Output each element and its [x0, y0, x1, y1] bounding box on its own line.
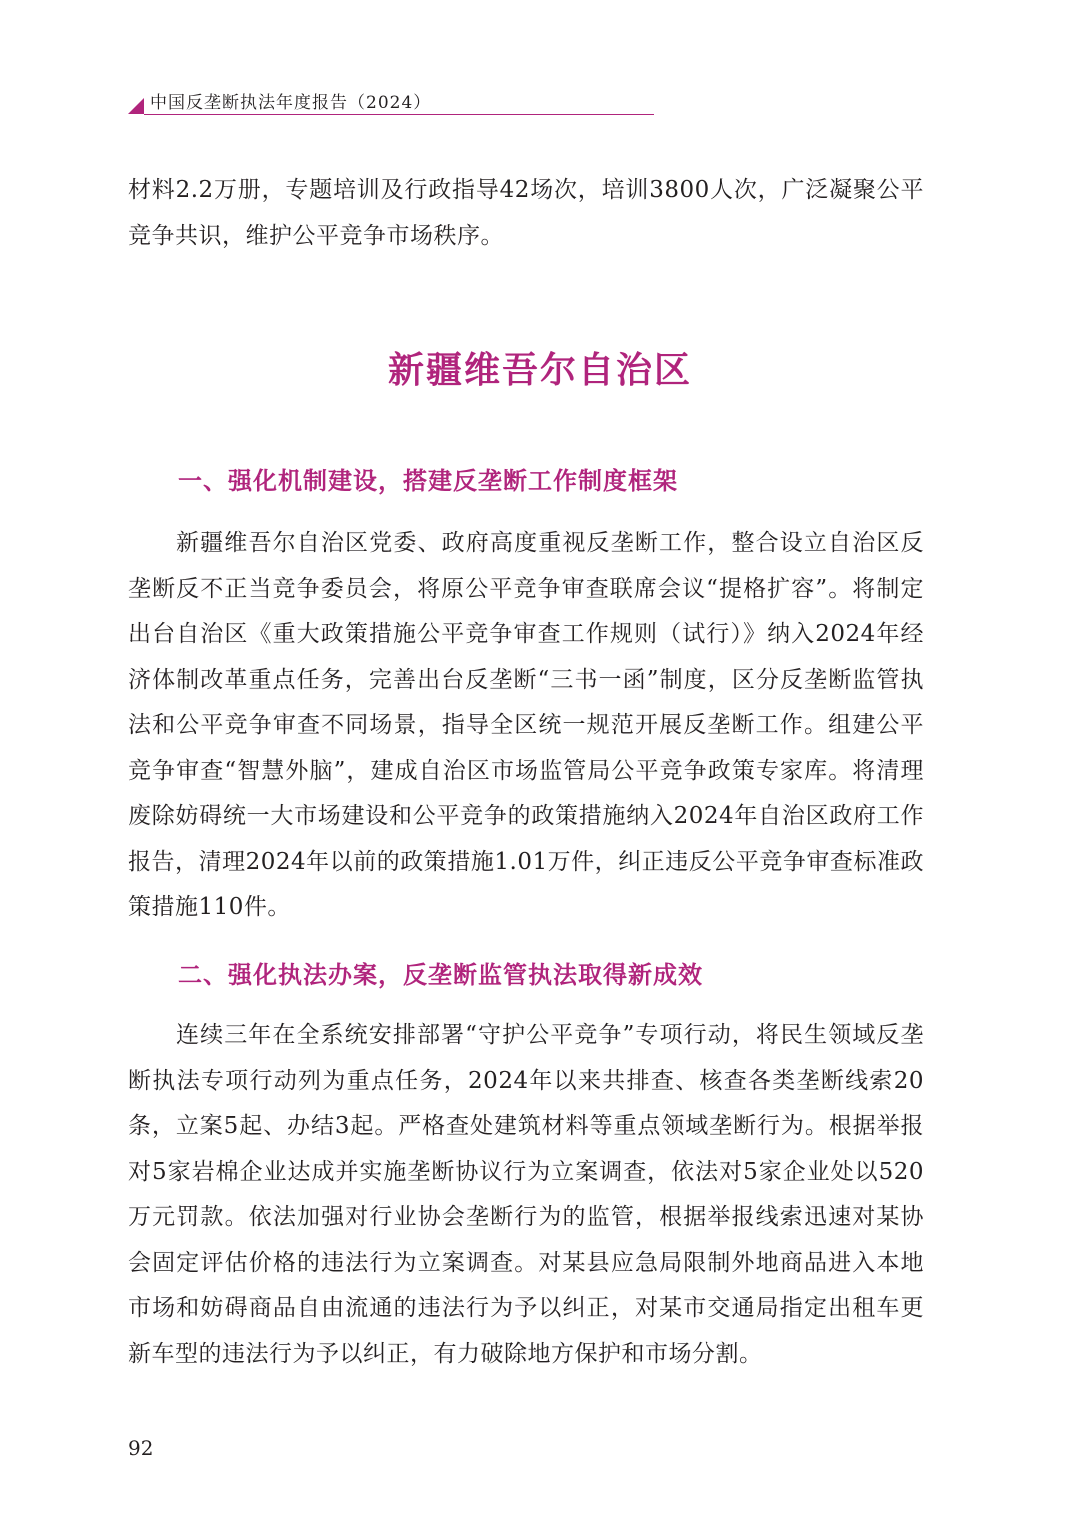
- running-header: [128, 88, 654, 118]
- continuation-paragraph: 材料2.2万册，专题培训及行政指导42场次，培训3800人次，广泛凝聚公平竞争共识，维护公平竞争市场秩序。: [128, 177, 924, 249]
- header-triangle-mark: [128, 98, 144, 114]
- subsection-paragraph-2: 连续三年在全系统安排部署“守护公平竞争”专项行动，将民生领域反垄断执法专项行动列为重点任务，2024年以来共排查、核查各类垄断线索20条，立案5起、办结3起。严格查处建筑材料等重点领域垄断行为。根据举报对5家岩棉企业达成并实施垄断协议行为立案调查，依法对5家企业处以520万元罚款。依法加强对行业协会垄断行为的监管，根据举报线索迅速对某协会固定评估价格的违法行为立案调查。对某县应急局限制外地商品进入本地市场和妨碍商品自由流通的违法行为予以纠正，对某市交通局指定出租车更新车型的违法行为予以纠正，有力破除地方保护和市场分割。: [128, 1022, 924, 1367]
- subsection-heading-2: 二、强化执法办案，反垄断监管执法取得新成效: [178, 961, 703, 989]
- subsection-paragraph-1: 新疆维吾尔自治区党委、政府高度重视反垄断工作，整合设立自治区反垄断反不正当竞争委员会，将原公平竞争审查联席会议“提格扩容”。将制定出台自治区《重大政策措施公平竞争审查工作规则（试行）》纳入2024年经济体制改革重点任务，完善出台反垄断“三书一函”制度，区分反垄断监管执法和公平竞争审查不同场景，指导全区统一规范开展反垄断工作。组建公平竞争审查“智慧外脑”，建成自治区市场监管局公平竞争政策专家库。将清理废除妨碍统一大市场建设和公平竞争的政策措施纳入2024年自治区政府工作报告，清理2024年以前的政策措施1.01万件，纠正违反公平竞争审查标准政策措施110件。: [128, 530, 924, 920]
- page-number: 92: [128, 1436, 154, 1460]
- subsection-heading-1: 一、强化机制建设，搭建反垄断工作制度框架: [178, 467, 678, 495]
- header-rule: [144, 114, 654, 115]
- section-title: 新疆维吾尔自治区: [387, 350, 692, 391]
- header-title: 中国反垄断执法年度报告（2024）: [150, 93, 432, 113]
